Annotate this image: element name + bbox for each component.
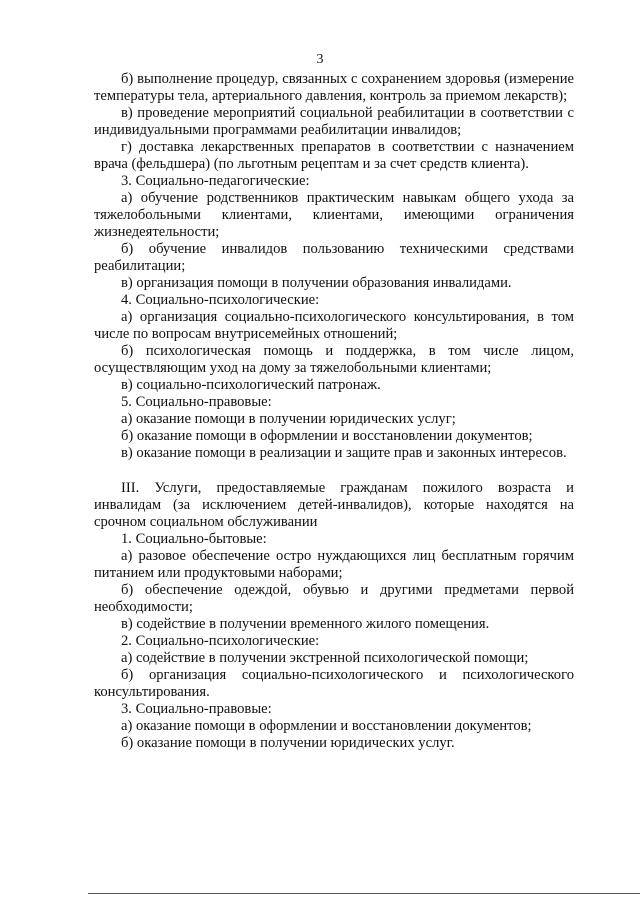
- list-item: б) психологическая помощь и поддержка, в том числе лицом, осуществляющим уход на дому за тяжелобольными клиентами;: [94, 343, 574, 376]
- page-number: 3: [316, 52, 324, 67]
- list-item: б) выполнение процедур, связанных с сохранением здоровья (измерение температуры тела, артериального давления, контроль за приемом лекарств);: [94, 71, 574, 104]
- list-item: г) доставка лекарственных препаратов в соответствии с назначением врача (фельдшера) (по льготным рецептам и за счет средств клиента).: [94, 139, 574, 172]
- list-item: а) содействие в получении экстренной психологической помощи;: [121, 650, 529, 666]
- subsection-heading: 2. Социально-психологические:: [121, 633, 320, 649]
- list-item: а) оказание помощи в оформлении и восстановлении документов;: [121, 718, 532, 734]
- list-item: а) обучение родственников практическим навыкам общего ухода за тяжелобольными клиентами, клиентами, имеющими ограничения жизнедеятельности;: [94, 190, 574, 240]
- list-item: б) обеспечение одеждой, обувью и другими предметами первой необходимости;: [94, 582, 574, 615]
- list-item: б) организация социально-психологического и психологического консультирования.: [94, 667, 574, 700]
- subsection-heading: 3. Социально-правовые:: [121, 701, 272, 717]
- subsection-heading: 5. Социально-правовые:: [121, 394, 272, 410]
- subsection-heading: 3. Социально-педагогические:: [121, 173, 310, 189]
- scan-edge-divider: [88, 893, 640, 894]
- section-heading: III. Услуги, предоставляемые гражданам пожилого возраста и инвалидам (за исключением детей-инвалидов), которые находятся на срочном социальном обслуживании: [94, 480, 574, 530]
- document-body: [94, 71, 574, 752]
- list-item: в) оказание помощи в реализации и защите прав и законных интересов.: [121, 445, 567, 461]
- list-item: в) организация помощи в получении образования инвалидами.: [121, 275, 512, 291]
- list-item: б) оказание помощи в получении юридических услуг.: [121, 735, 455, 751]
- list-item: б) обучение инвалидов пользованию техническими средствами реабилитации;: [94, 241, 574, 274]
- list-item: в) содействие в получении временного жилого помещения.: [121, 616, 490, 632]
- list-item: в) социально-психологический патронаж.: [121, 377, 381, 393]
- list-item: а) организация социально-психологического консультирования, в том числе по вопросам внутрисемейных отношений;: [94, 309, 574, 342]
- list-item: б) оказание помощи в оформлении и восстановлении документов;: [121, 428, 533, 444]
- subsection-heading: 4. Социально-психологические:: [121, 292, 320, 308]
- list-item: а) разовое обеспечение остро нуждающихся лиц бесплатным горячим питанием или продуктовыми наборами;: [94, 548, 574, 581]
- subsection-heading: 1. Социально-бытовые:: [121, 531, 267, 547]
- list-item: а) оказание помощи в получении юридических услуг;: [121, 411, 456, 427]
- list-item: в) проведение мероприятий социальной реабилитации в соответствии с индивидуальными программами реабилитации инвалидов;: [94, 105, 574, 138]
